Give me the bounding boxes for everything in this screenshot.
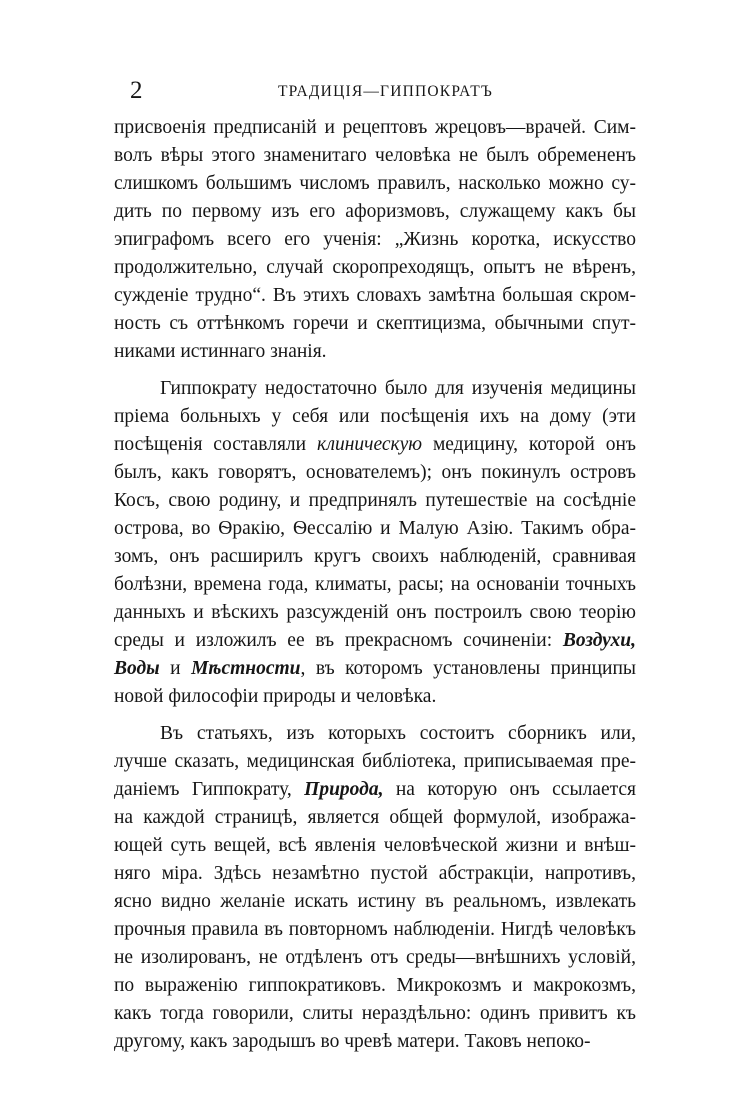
text-line (114, 375, 636, 403)
text-line (114, 683, 636, 711)
text-segment: лучше сказать, медицинская библіотека, приписываемая пре- (114, 751, 636, 772)
text-line (114, 170, 636, 198)
text-segment: новой философіи природы и человѣка. (114, 686, 437, 707)
text-segment: зомъ, онъ расширилъ кругъ своихъ наблюденій, сравнивая (114, 546, 636, 567)
text-segment: острова, во Ѳракію, Ѳессалію и Малую Азію. Такимъ обра- (114, 518, 636, 539)
page-number: 2 (130, 77, 143, 104)
text-line (114, 888, 636, 916)
text-segment: посѣщенія составляли (114, 434, 317, 455)
text-line (114, 1000, 636, 1028)
text-line (114, 655, 636, 683)
text-line (114, 832, 636, 860)
text-segment: ющей суть вещей, всѣ явленія человѣческой жизни и внѣш- (114, 835, 636, 856)
text-segment: даніемъ Гиппократу, (114, 779, 305, 800)
text-line (114, 114, 636, 142)
body-text (114, 114, 636, 1056)
text-segment: на каждой страницѣ, является общей формулой, изобража- (114, 807, 636, 828)
emphasized-text: Воды (114, 658, 160, 679)
text-line (114, 543, 636, 571)
text-segment: какъ тогда говорили, слиты нераздѣльно: одинъ привитъ къ (114, 1003, 636, 1024)
text-segment: эпиграфомъ всего его ученія: „Жизнь коротка, искусство (114, 229, 636, 250)
text-line (114, 1028, 636, 1056)
text-segment: и (159, 658, 192, 679)
text-segment: прочныя правила въ повторномъ наблюденіи. Нигдѣ человѣкъ (114, 919, 636, 940)
text-segment: не изолированъ, не отдѣленъ отъ среды—внѣшнихъ условій, (114, 947, 636, 968)
text-line (114, 599, 636, 627)
text-line (114, 571, 636, 599)
text-segment: сужденіе трудно“. Въ этихъ словахъ замѣтна большая скром- (114, 285, 636, 306)
text-segment: волъ вѣры этого знаменитаго человѣка не былъ обремененъ (114, 145, 636, 166)
emphasized-text: Мѣстности (191, 658, 301, 679)
text-segment: пріема больныхъ у себя или посѣщенія ихъ на дому (эти (114, 406, 636, 427)
text-line (114, 515, 636, 543)
text-line (114, 310, 636, 338)
page-header (0, 77, 748, 105)
running-title: ТРАДИЦІЯ—ГИППОКРАТЪ (278, 83, 494, 100)
text-segment: слишкомъ большимъ числомъ правилъ, насколько можно су- (114, 173, 636, 194)
text-segment: другому, какъ зародышъ во чревѣ матери. Таковъ непоко- (114, 1031, 591, 1052)
text-segment: Въ статьяхъ, изъ которыхъ состоитъ сборникъ или, (160, 723, 636, 744)
text-line (114, 282, 636, 310)
text-segment: среды и изложилъ ее въ прекрасномъ сочиненіи: (114, 630, 563, 651)
text-segment: Косъ, свою родину, и предпринялъ путешествіе на сосѣдніе (114, 490, 636, 511)
text-line (114, 198, 636, 226)
text-segment: ясно видно желаніе искать истину въ реальномъ, извлекать (114, 891, 636, 912)
emphasized-text: Природа, (304, 779, 384, 800)
text-segment: болѣзни, времена года, климаты, расы; на основаніи точныхъ (114, 574, 636, 595)
text-segment: былъ, какъ говорятъ, основателемъ); онъ покинулъ островъ (114, 462, 636, 483)
text-line (114, 944, 636, 972)
text-line (114, 254, 636, 282)
text-line (114, 627, 636, 655)
emphasized-text: клиническую (316, 434, 423, 455)
text-segment: по выраженію гиппократиковъ. Микрокозмъ и макрокозмъ, (114, 975, 636, 996)
text-line (114, 720, 636, 748)
text-line (114, 226, 636, 254)
text-line (114, 403, 636, 431)
text-line (114, 142, 636, 170)
text-segment: никами истиннаго знанія. (114, 341, 327, 362)
text-segment: медицину, которой онъ (422, 434, 636, 455)
text-segment: ность съ оттѣнкомъ горечи и скептицизма, обычными спут- (114, 313, 636, 334)
text-segment: данныхъ и вѣскихъ разсужденій онъ построилъ свою теорію (114, 602, 636, 623)
text-segment: няго міра. Здѣсь незамѣтно пустой абстракціи, напротивъ, (114, 863, 636, 884)
text-line (114, 972, 636, 1000)
emphasized-text: Воздухи, (562, 630, 636, 651)
text-line (114, 804, 636, 832)
text-line (114, 487, 636, 515)
text-line (114, 431, 636, 459)
text-line (114, 748, 636, 776)
text-line (114, 860, 636, 888)
text-segment: продолжительно, случай скоропреходящъ, опытъ не вѣренъ, (114, 257, 636, 278)
text-line (114, 459, 636, 487)
text-segment: Гиппократу недостаточно было для изученія медицины (160, 378, 636, 399)
text-line (114, 916, 636, 944)
text-segment: на которую онъ ссылается (383, 779, 636, 800)
text-segment: дить по первому изъ его афоризмовъ, служащему какъ бы (114, 201, 636, 222)
text-segment: , въ которомъ установлены принципы (300, 658, 636, 679)
text-segment: присвоенія предписаній и рецептовъ жрецовъ—врачей. Сим- (114, 117, 636, 138)
text-line (114, 776, 636, 804)
text-line (114, 338, 636, 366)
